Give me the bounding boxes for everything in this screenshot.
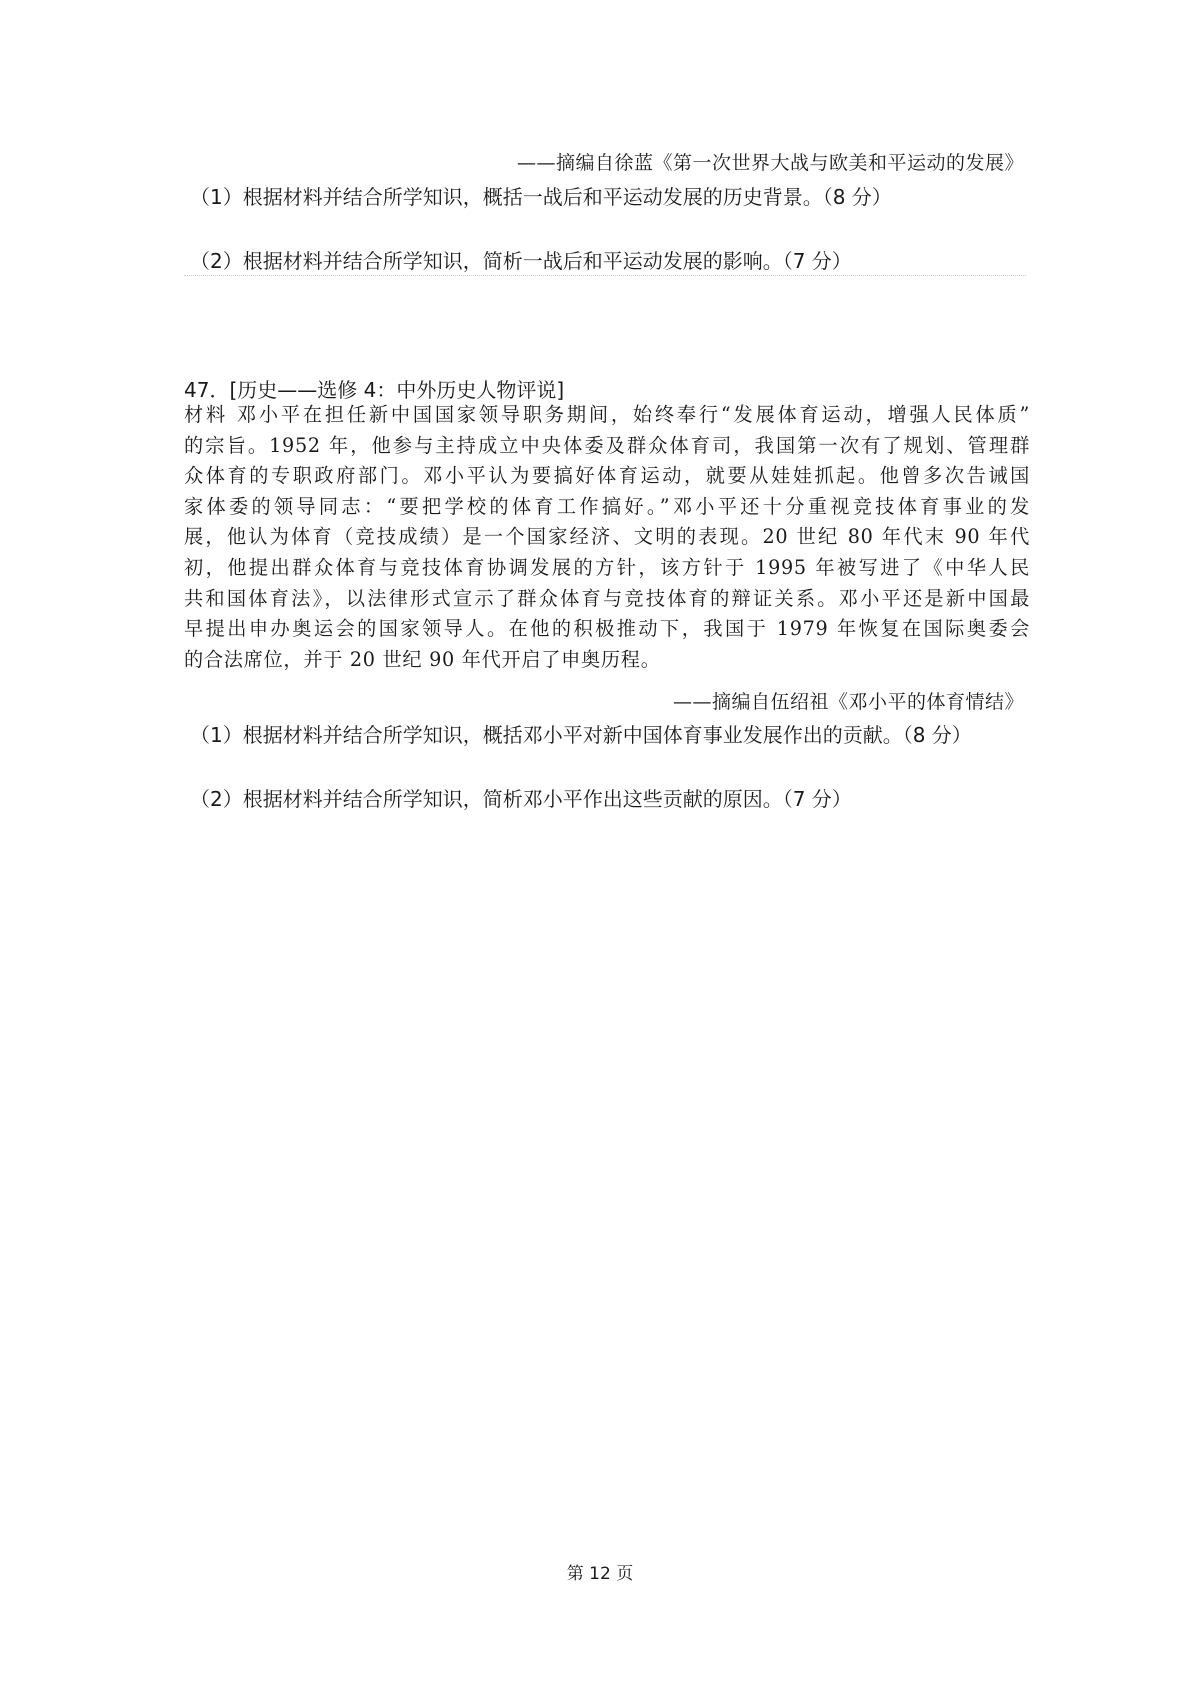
page-number: 第 12 页 — [566, 1564, 634, 1584]
material-line: 初，他提出群众体育与竞技体育协调发展的方针，该方针于 1995 年被写进了《中华人民 — [184, 555, 1030, 579]
dotted-divider — [184, 275, 1026, 276]
source-citation: ——摘编自徐蓝《第一次世界大战与欧美和平运动的发展》 — [516, 152, 1024, 174]
material-line: 材料 邓小平在担任新中国国家领导职务期间，始终奉行“发展体育运动，增强人民体质” — [184, 403, 1030, 426]
source-citation: ——摘编自伍绍祖《邓小平的体育情结》 — [672, 691, 1024, 713]
material-line: 展，他认为体育（竞技成绩）是一个国家经济、文明的表现。20 世纪 80 年代末 90 年代 — [184, 525, 1030, 549]
sub-question: （1）根据材料并结合所学知识，概括一战后和平运动发展的历史背景。（8 分） — [190, 185, 892, 209]
sub-question: （1）根据材料并结合所学知识，概括邓小平对新中国体育事业发展作出的贡献。（8 分） — [190, 723, 972, 747]
material-passage — [184, 400, 1030, 675]
question-heading: 47．[历史——选修 4：中外历史人物评说] — [184, 378, 565, 402]
material-line: 众体育的专职政府部门。邓小平认为要搞好体育运动，就要从娃娃抓起。他曾多次告诫国 — [184, 464, 1030, 488]
material-line: 家体委的领导同志：“要把学校的体育工作搞好。”邓小平还十分重视竞技体育事业的发 — [184, 494, 1030, 518]
material-line: 的宗旨。1952 年，他参与主持成立中央体委及群众体育司，我国第一次有了规划、管理群 — [184, 433, 1030, 457]
material-line: 早提出申办奥运会的国家领导人。在他的积极推动下，我国于 1979 年恢复在国际奥委会 — [184, 617, 1030, 641]
material-line: 共和国体育法》，以法律形式宣示了群众体育与竞技体育的辩证关系。邓小平还是新中国最 — [184, 586, 1030, 610]
sub-question: （2）根据材料并结合所学知识，简析一战后和平运动发展的影响。（7 分） — [190, 249, 852, 273]
sub-question: （2）根据材料并结合所学知识，简析邓小平作出这些贡献的原因。（7 分） — [190, 787, 852, 811]
material-line: 的合法席位，并于 20 世纪 90 年代开启了申奥历程。 — [184, 647, 661, 671]
